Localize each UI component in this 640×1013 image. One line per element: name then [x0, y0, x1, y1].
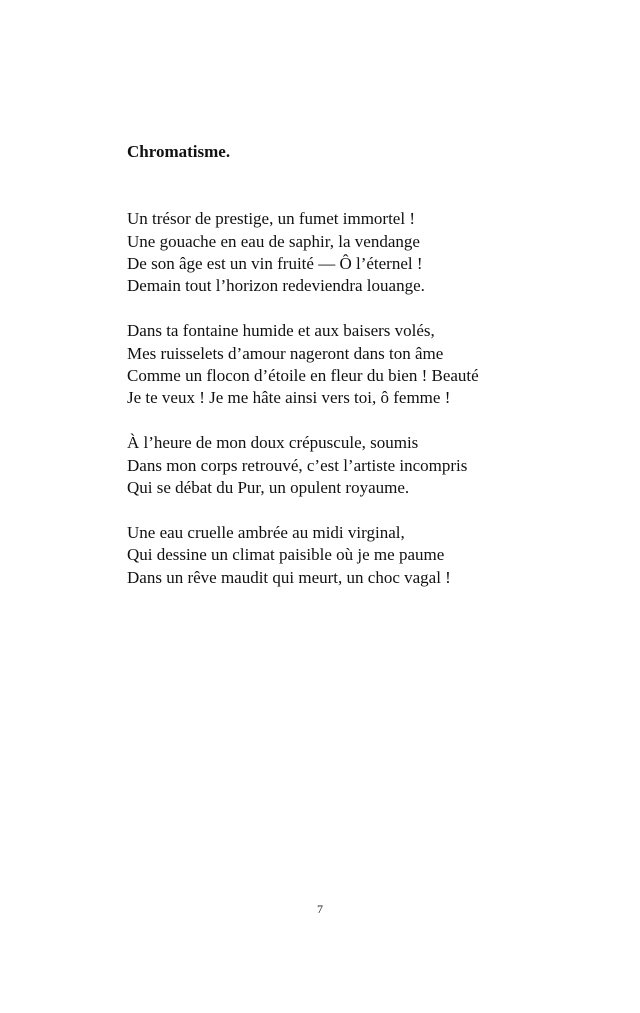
poem-line: Dans mon corps retrouvé, c’est l’artiste incompris — [127, 455, 468, 475]
poem-line: De son âge est un vin fruité — Ô l’éternel ! — [127, 254, 423, 274]
poem-line: Un trésor de prestige, un fumet immortel ! — [127, 209, 415, 229]
poem-line: Une eau cruelle ambrée au midi virginal, — [127, 522, 405, 542]
poem-line: Demain tout l’horizon redeviendra louange. — [127, 276, 425, 296]
poem-line: Qui dessine un climat paisible où je me paume — [127, 545, 445, 565]
poem-line: À l’heure de mon doux crépuscule, soumis — [127, 433, 419, 453]
page-number: 7 — [317, 902, 323, 916]
poem-line: Mes ruisselets d’amour nageront dans ton âme — [127, 343, 444, 363]
stanza-3 — [127, 432, 527, 499]
stanza-1 — [127, 208, 527, 298]
poem-line: Qui se débat du Pur, un opulent royaume. — [127, 478, 410, 498]
poem-title: Chromatisme. — [127, 142, 231, 161]
poem-line: Dans ta fontaine humide et aux baisers volés, — [127, 321, 435, 341]
poem-line: Je te veux ! Je me hâte ainsi vers toi, ô femme ! — [127, 388, 451, 408]
stanza-4 — [127, 522, 527, 589]
poem-line: Une gouache en eau de saphir, la vendange — [127, 231, 420, 251]
poem-body — [127, 141, 527, 589]
stanza-2 — [127, 320, 527, 410]
poem-line: Dans un rêve maudit qui meurt, un choc vagal ! — [127, 567, 451, 587]
poem-line: Comme un flocon d’étoile en fleur du bien ! Beauté — [127, 366, 479, 386]
